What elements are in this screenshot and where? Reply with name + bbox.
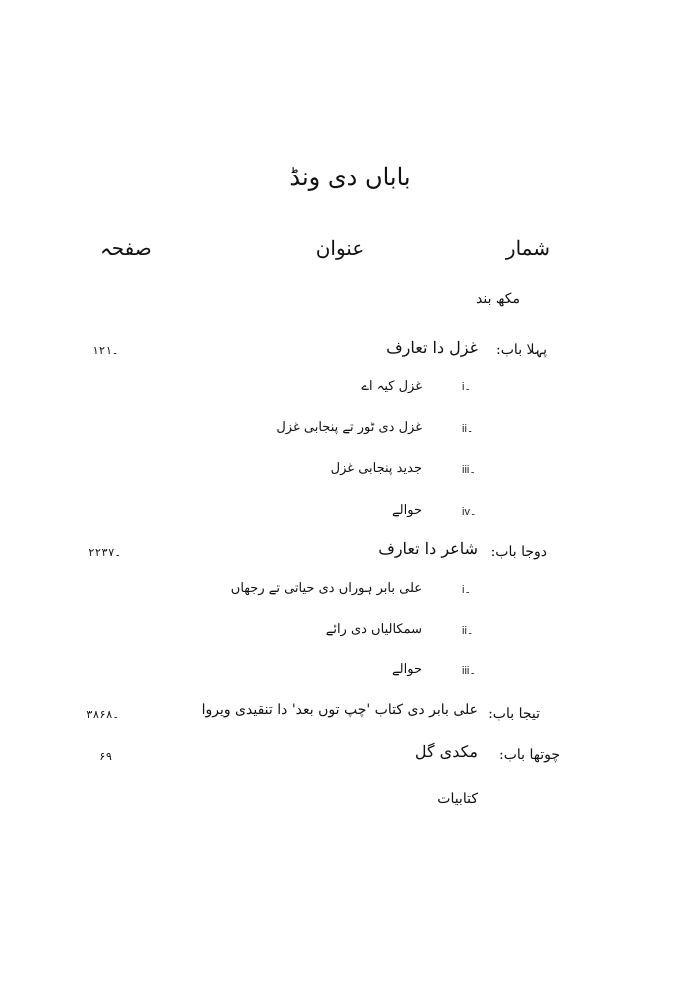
item-number: ii۔ [462, 625, 474, 637]
item-title: حوالے [392, 503, 422, 518]
item-title: غزل دی ٹور تے پنجابی غزل [276, 420, 422, 435]
item-number: iii۔ [462, 665, 476, 677]
item-number: iv۔ [462, 506, 477, 518]
item-number: ii۔ [462, 423, 474, 435]
chapter-title: شاعر دا تعارف [378, 539, 478, 558]
header-topic: عنوان [315, 236, 365, 260]
item-title: غزل کیہ اے [361, 379, 422, 394]
header-page: صفحہ [100, 236, 152, 260]
chapter-pages: ۶۹ [99, 750, 113, 763]
bibliography: کتابیات [437, 791, 478, 807]
item-title: جدید پنجابی غزل [330, 461, 422, 476]
chapter-title: علی بابر دی کتاب 'چپ توں بعد' دا تنقیدی ویروا [201, 702, 478, 718]
chapter-label: تیجا باب: [488, 706, 540, 722]
toc-intro: مکھ بند [476, 291, 520, 307]
chapter-title: مکدی گل [414, 742, 478, 761]
chapter-pages: ۲۲۔۳۷ [88, 546, 121, 559]
chapter-label: پہلا باب: [496, 342, 547, 358]
chapter-label: دوجا باب: [490, 544, 547, 560]
chapter-label: چوتھا باب: [498, 747, 560, 763]
item-number: i۔ [462, 584, 471, 596]
item-title: علی بابر ہوراں دی حیاتی تے رجھاں [230, 581, 422, 596]
chapter-title: غزل دا تعارف [386, 338, 478, 357]
header-number: شمار [505, 236, 550, 260]
page-title: باباں دی ونڈ [289, 163, 411, 191]
item-number: i۔ [462, 381, 471, 393]
chapter-pages: ۱۔۲۱ [92, 344, 119, 357]
item-title: سمکالیاں دی رائے [325, 622, 422, 637]
chapter-pages: ۳۸۔۶۸ [86, 708, 119, 721]
item-title: حوالے [392, 662, 422, 677]
item-number: iii۔ [462, 464, 476, 476]
